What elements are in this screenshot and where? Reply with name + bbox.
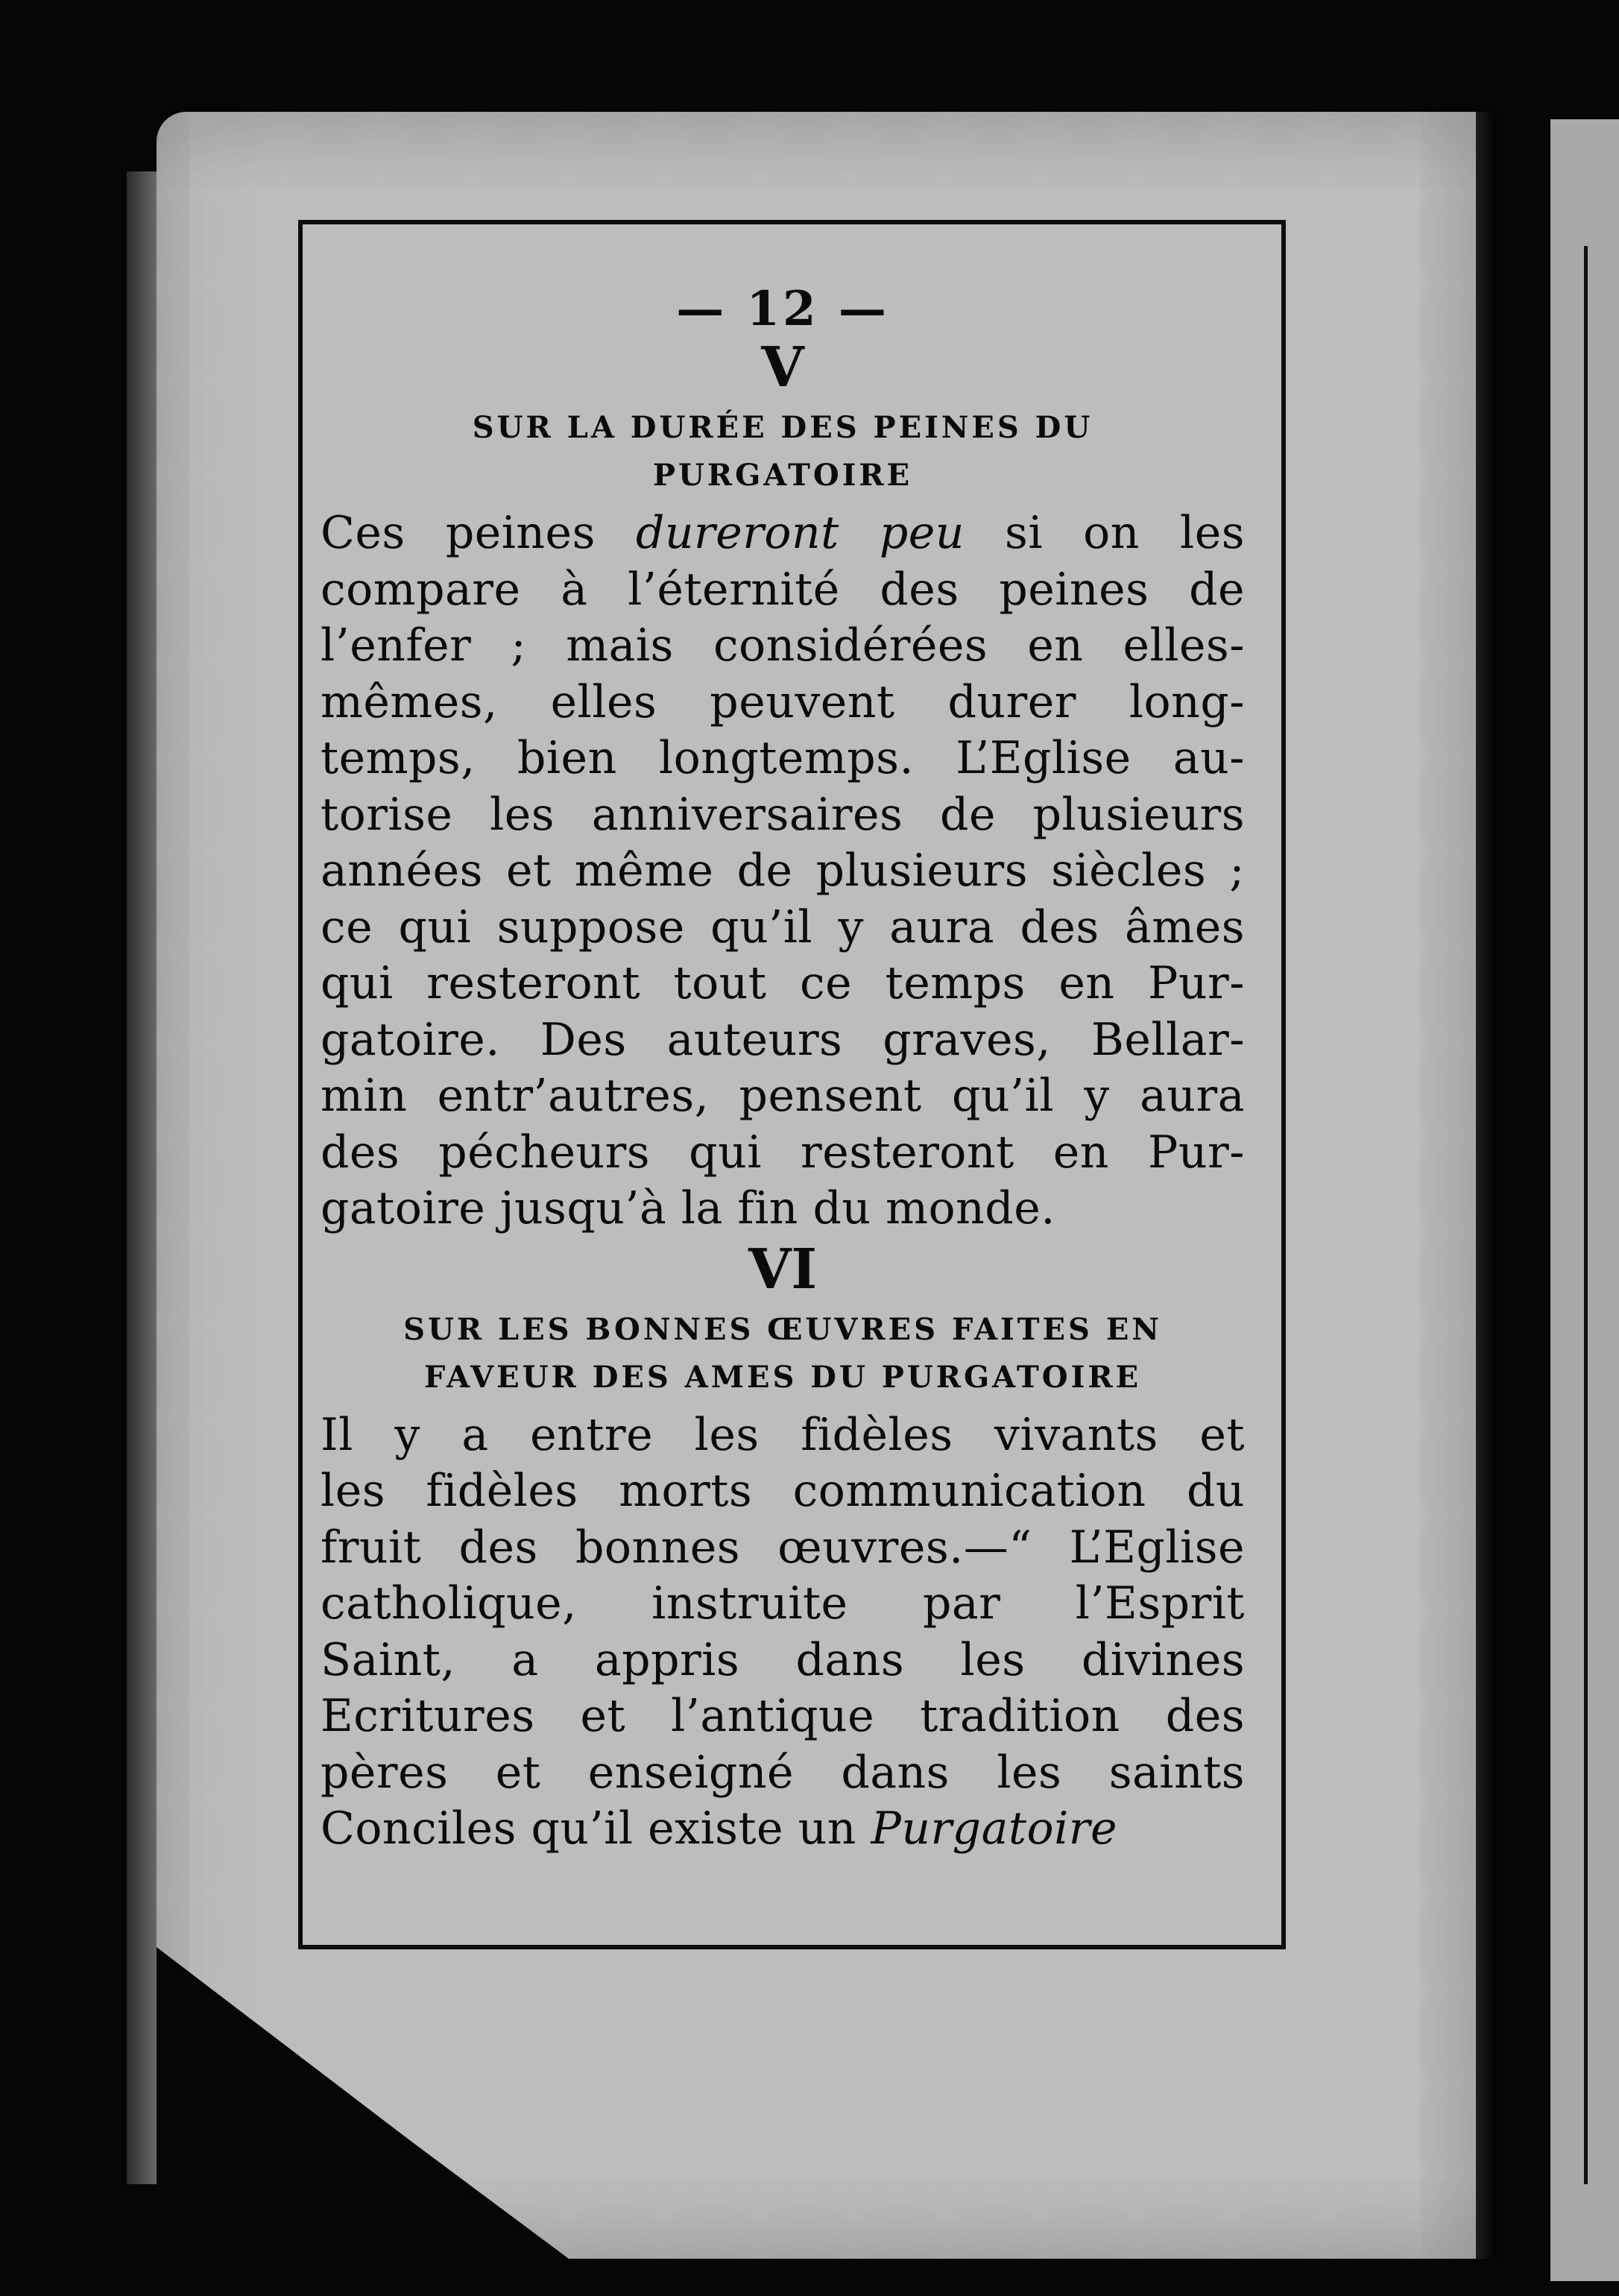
- section-paragraph: [321, 505, 1245, 1237]
- section-heading-line: SUR LES BONNES ŒUVRES FAITES EN: [403, 1311, 1162, 1347]
- paragraph-line: torise les anniversaires de plusieurs: [321, 788, 1245, 841]
- paragraph-line: gatoire jusqu’à la fin du monde.: [321, 1182, 1055, 1234]
- page-number: — 12 —: [676, 281, 889, 337]
- section-heading: [321, 1306, 1245, 1401]
- page-content: [321, 283, 1245, 1858]
- paragraph-line: fruit des bonnes œuvres.—“ L’Eglise: [321, 1521, 1245, 1574]
- paragraph-line: Il y a entre les fidèles vivants et: [321, 1408, 1245, 1461]
- paragraph-line: gatoire. Des auteurs graves, Bellar-: [321, 1013, 1245, 1066]
- line-text: Ces peines: [321, 507, 636, 559]
- italic-text: dureront peu: [635, 507, 965, 559]
- paragraph-line: Ecritures et l’antique tradition des: [321, 1690, 1245, 1742]
- section-paragraph: [321, 1407, 1245, 1858]
- section-heading-line: SUR LA DURÉE DES PEINES DU: [472, 410, 1093, 445]
- paragraph-line: l’enfer ; mais considérées en elles-: [321, 619, 1245, 672]
- section-numeral: V: [761, 335, 804, 400]
- paragraph-line: ce qui suppose qu’il y aura des âmes: [321, 901, 1245, 953]
- paragraph-line: catholique, instruite par l’Esprit: [321, 1577, 1245, 1630]
- paragraph-line: Saint, a appris dans les divines: [321, 1633, 1245, 1686]
- section-heading: [321, 404, 1245, 499]
- italic-text: Purgatoire: [871, 1803, 1117, 1855]
- section-heading-line: PURGATOIRE: [652, 458, 913, 493]
- paragraph-line: années et même de plusieurs siècles ;: [321, 845, 1245, 897]
- section-numeral: VI: [748, 1237, 818, 1302]
- paragraph-line: min entr’autres, pensent qu’il y aura: [321, 1070, 1245, 1122]
- paragraph-line: [321, 505, 1245, 562]
- paragraph-line: mêmes, elles peuvent durer long-: [321, 675, 1245, 728]
- line-text: Conciles qu’il existe un: [321, 1803, 871, 1855]
- paragraph-line: qui resteront tout ce temps en Pur-: [321, 957, 1245, 1009]
- paragraph-line: les fidèles morts communication du: [321, 1465, 1245, 1517]
- book-gutter: [1476, 112, 1494, 2259]
- paragraph-line: compare à l’éternité des peines de: [321, 563, 1245, 616]
- paragraph-line: [321, 1801, 1245, 1858]
- facing-page-frame-rule: [1584, 246, 1588, 2184]
- paragraph-line: temps, bien longtemps. L’Eglise au-: [321, 732, 1245, 784]
- section-heading-line: FAVEUR DES AMES DU PURGATOIRE: [423, 1359, 1142, 1395]
- paragraph-line: pères et enseigné dans les saints: [321, 1746, 1245, 1799]
- paragraph-line: des pécheurs qui resteront en Pur-: [321, 1126, 1245, 1179]
- line-text: si on les: [964, 507, 1245, 559]
